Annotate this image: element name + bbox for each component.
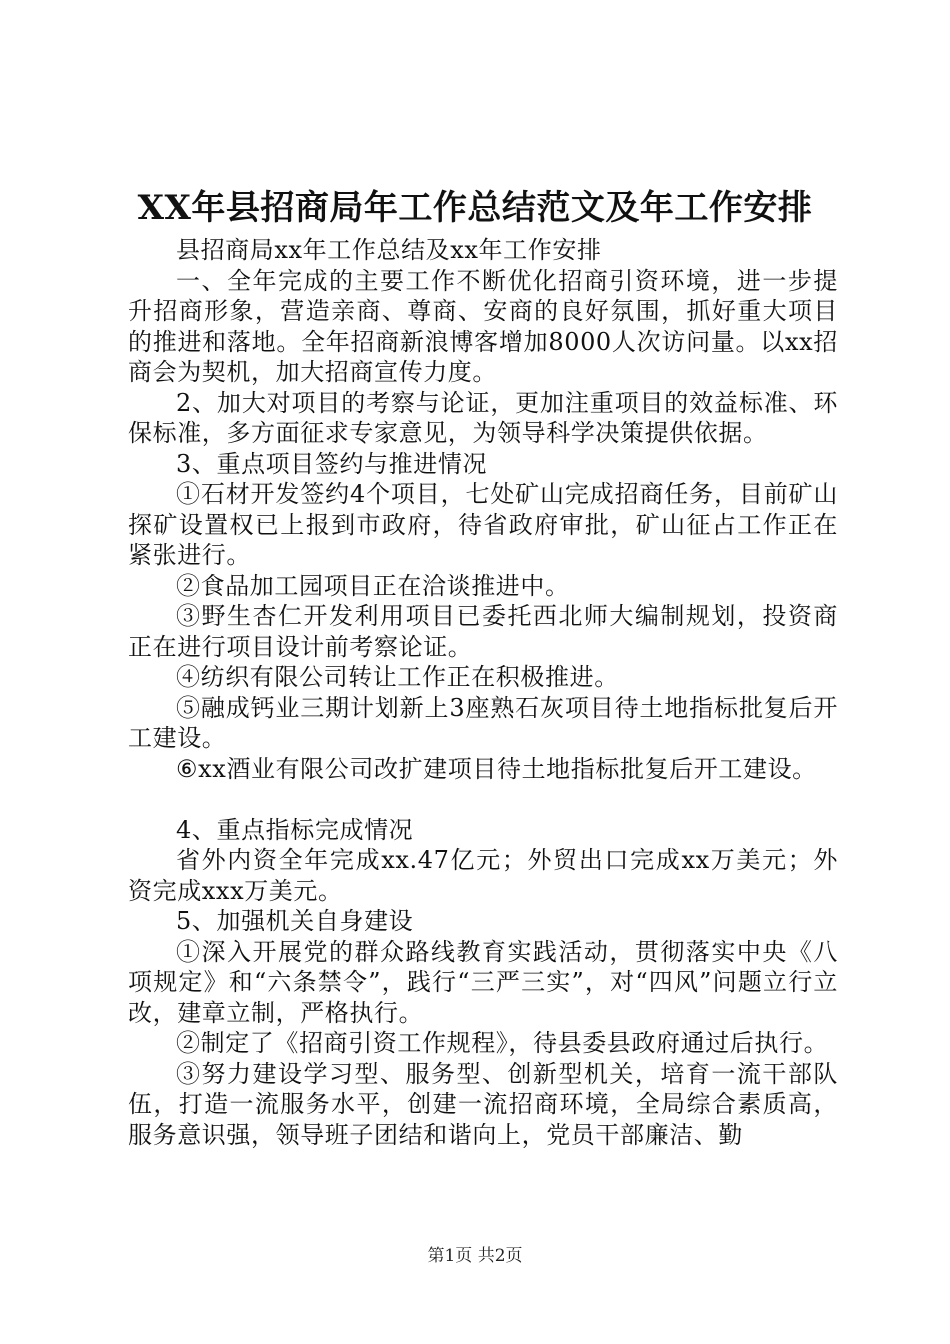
paragraph-indicators: 省外内资全年完成xx.47亿元；外贸出口完成xx万美元；外资完成xxx万美元。: [128, 846, 838, 905]
document-title: XX年县招商局年工作总结范文及年工作安排: [137, 188, 813, 228]
paragraph-section-4-heading: 4、重点指标完成情况: [176, 815, 414, 844]
paragraph-section-3-heading: 3、重点项目签约与推进情况: [176, 449, 488, 478]
paragraph-subtitle: 县招商局xx年工作总结及xx年工作安排: [176, 236, 602, 264]
paragraph-section-5-heading: 5、加强机关自身建设: [176, 907, 414, 935]
paragraph-item-4: ④纺织有限公司转让工作正在积极推进。: [176, 663, 619, 691]
paragraph-item-1: ①石材开发签约4个项目，七处矿山完成招商任务，目前矿山探矿设置权已上报到市政府，待省政府审批，矿山征占工作正在紧张进行。: [128, 480, 838, 569]
document-body: [128, 235, 838, 1150]
paragraph-item-3: ③野生杏仁开发利用项目已委托西北师大编制规划，投资商正在进行项目设计前考察论证。: [128, 602, 838, 661]
paragraph-item-5-2: ②制定了《招商引资工作规程》，待县委县政府通过后执行。: [176, 1029, 829, 1057]
paragraph-item-5: ⑤融成钙业三期计划新上3座熟石灰项目待土地指标批复后开工建设。: [128, 693, 838, 752]
paragraph-item-6: ⑥xx酒业有限公司改扩建项目待土地指标批复后开工建设。: [176, 754, 817, 783]
paragraph-item-2: ②食品加工园项目正在洽谈推进中。: [176, 571, 570, 600]
paragraph-item-5-3: ③努力建设学习型、服务型、创新型机关，培育一流干部队伍，打造一流服务水平，创建一流招商环境，全局综合素质高，服务意识强，领导班子团结和谐向上，党员干部廉洁、勤: [128, 1059, 838, 1149]
page-number: 第1页 共2页: [427, 1246, 523, 1266]
paragraph-section-2: 2、加大对项目的考察与论证，更加注重项目的效益标准、环保标准，多方面征求专家意见，为领导科学决策提供依据。: [128, 388, 838, 447]
paragraph-section-1: 一、全年完成的主要工作不断优化招商引资环境，进一步提升招商形象，营造亲商、尊商、安商的良好氛围，抓好重大项目的推进和落地。全年招商新浪博客增加8000人次访问量。以xx招商会为契机，加大招商宣传力度。: [128, 266, 838, 386]
blank-line: [128, 784, 838, 815]
paragraph-item-5-1: ①深入开展党的群众路线教育实践活动，贯彻落实中央《八项规定》和“六条禁令”，践行“三严三实”，对“四风”问题立行立改，建章立制，严格执行。: [128, 937, 838, 1027]
